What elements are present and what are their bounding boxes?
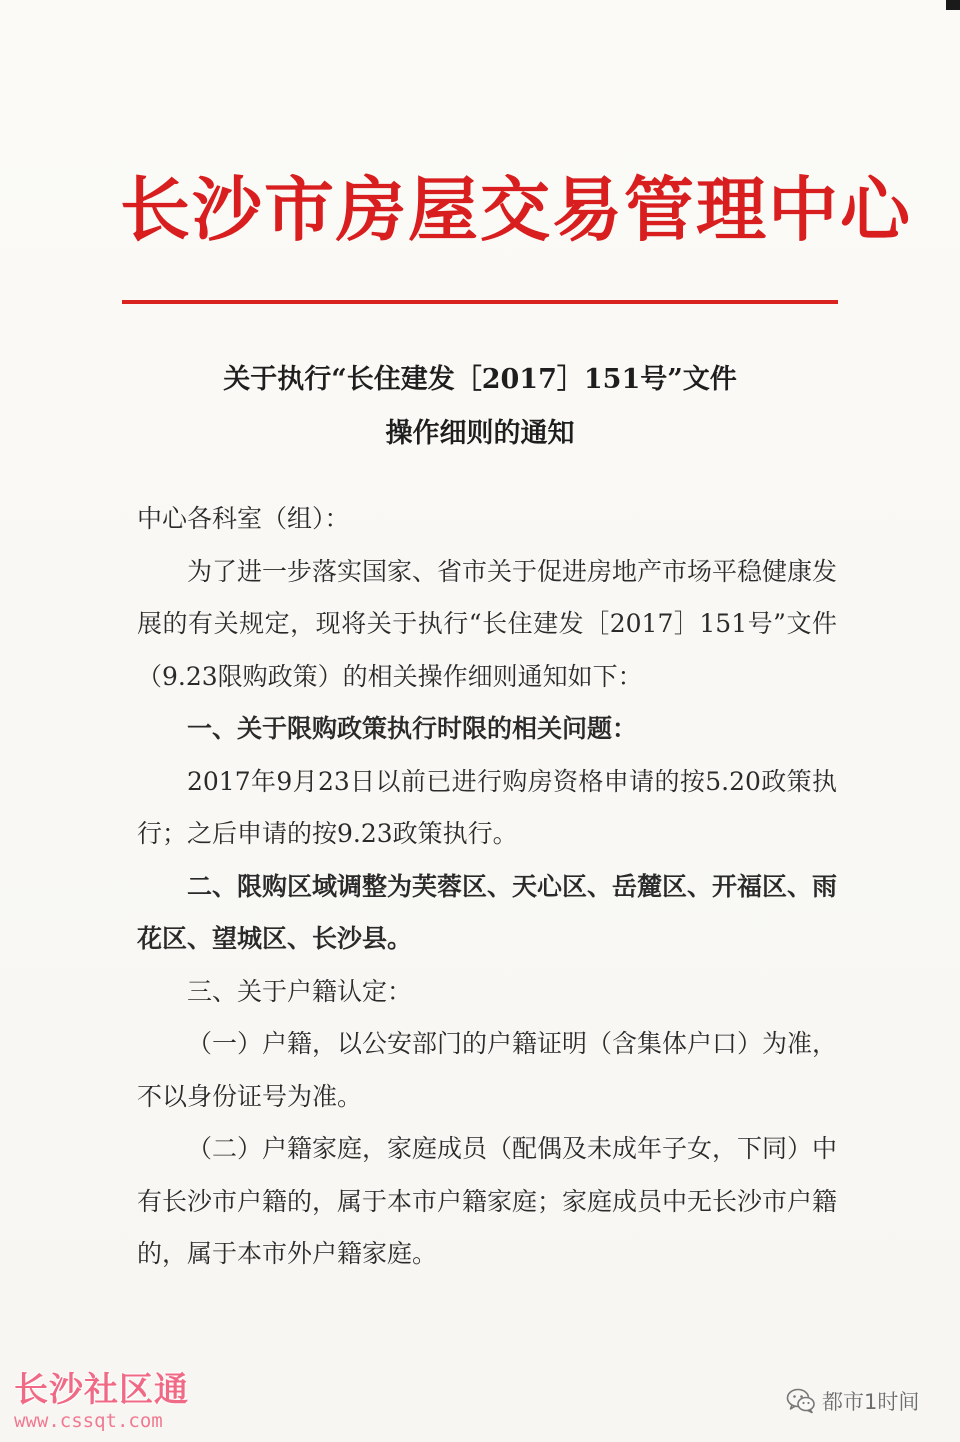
scan-corner-mark — [946, 0, 960, 10]
agency-masthead: 长沙市房屋交易管理中心 — [120, 168, 912, 251]
section-1-paragraph: 2017年9月23日以前已进行购房资格申请的按5.20政策执行；之后申请的按9.23政策执行。 — [137, 766, 837, 848]
site-watermark — [14, 1370, 234, 1432]
document-title — [120, 353, 840, 461]
salutation: 中心各科室（组）： — [137, 504, 350, 533]
section-2-paragraph: 二、限购区域调整为芙蓉区、天心区、岳麓区、开福区、雨花区、望城区、长沙县。 — [137, 871, 838, 953]
section-3-heading: 三、关于户籍认定： — [187, 976, 413, 1006]
document-title-line-2: 操作细则的通知 — [385, 418, 575, 449]
watermark-account-name: 都市1时间 — [822, 1390, 920, 1414]
document-body — [137, 493, 837, 1281]
wechat-icon — [786, 1388, 816, 1414]
red-divider-rule — [122, 300, 838, 304]
account-watermark — [786, 1386, 946, 1416]
section-3-item-2: （二）户籍家庭，家庭成员（配偶及未成年子女，下同）中有长沙市户籍的，属于本市户籍家庭；家庭成员中无长沙市户籍的，属于本市外户籍家庭。 — [137, 1134, 838, 1268]
section-3-item-1: （一）户籍，以公安部门的户籍证明（含集体户口）为准，不以身份证号为准。 — [137, 1029, 838, 1111]
watermark-brand: 长沙社区通 — [14, 1370, 189, 1410]
document-title-line-1: 关于执行“长住建发［2017］151号”文件 — [223, 364, 737, 395]
watermark-url: www.cssqt.com — [14, 1410, 163, 1432]
intro-paragraph: 为了进一步落实国家、省市关于促进房地产市场平稳健康发展的有关规定，现将关于执行“长住建发［2017］151号”文件（9.23限购政策）的相关操作细则通知如下： — [137, 556, 838, 691]
section-1-heading: 一、关于限购政策执行时限的相关问题： — [187, 714, 638, 743]
